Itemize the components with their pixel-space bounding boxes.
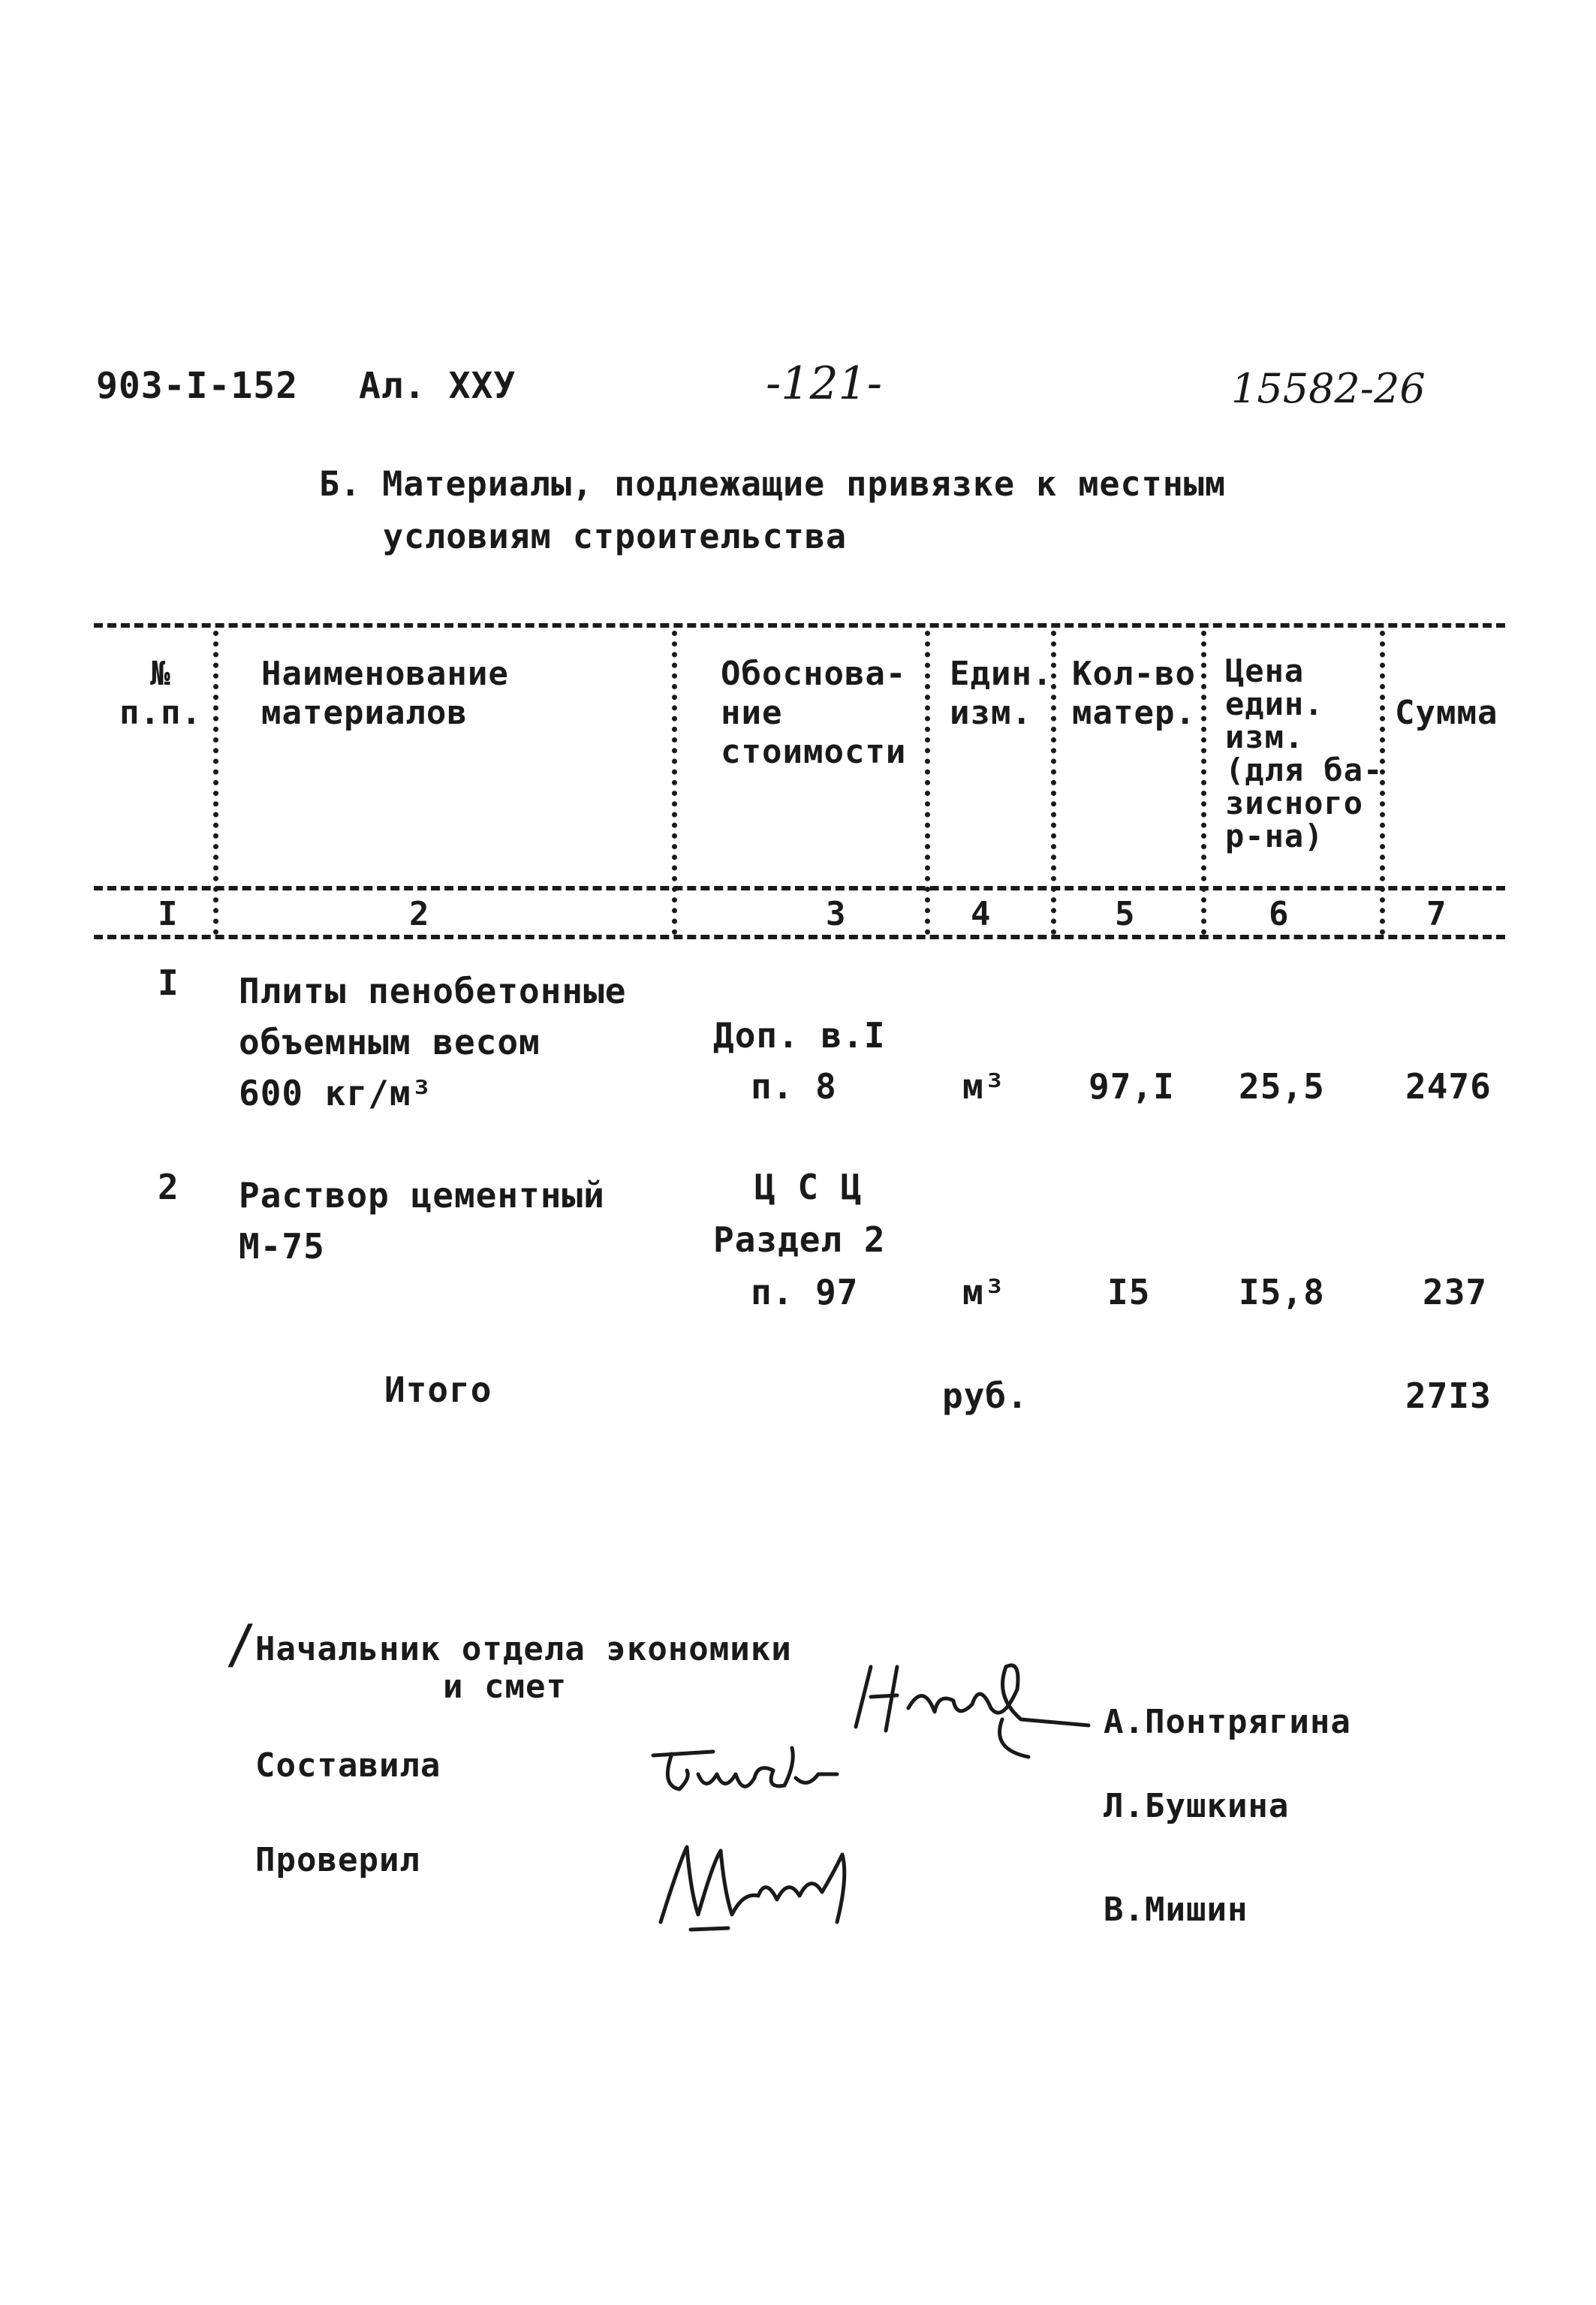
row2-number: 2 (158, 1167, 179, 1207)
row1-name: Плиты пенобетонные объемным весом 600 кг/м³ (239, 971, 627, 1113)
checked-name: В.Мишин (1104, 1891, 1248, 1929)
head-title-slash: / (225, 1614, 258, 1675)
col-number-3: 3 (826, 895, 847, 933)
section-title-line1: Б. Материалы, подлежащие привязке к местным (319, 464, 1226, 504)
col-sep-2 (672, 631, 677, 935)
total-unit: руб. (942, 1375, 1028, 1416)
head-name: А.Понтрягина (1104, 1703, 1351, 1741)
row2-basis-line3: п. 97 (751, 1272, 859, 1312)
col-number-6: 6 (1269, 895, 1290, 933)
col-sep-3 (925, 631, 930, 935)
row1-unit: м³ (962, 1066, 1006, 1107)
row1-quantity: 97,I (1089, 1066, 1175, 1107)
section-title-line2: условиям строительства (383, 517, 848, 556)
row2-basis-line2: Раздел 2 (713, 1219, 886, 1260)
row2-quantity: I5 (1107, 1272, 1151, 1312)
table-top-rule (94, 623, 1505, 628)
table-number-rule (94, 935, 1505, 939)
col-header-1: № п.п. (119, 655, 202, 732)
document-number: 15582-26 (1231, 365, 1426, 412)
col-header-5: Кол-во матер. (1072, 655, 1196, 732)
project-code: 903-I-152 (96, 365, 299, 407)
compiled-label: Составила (255, 1746, 441, 1785)
row1-number: I (158, 963, 179, 1003)
col-header-4: Един. изм. (950, 655, 1053, 732)
row2-sum: 237 (1423, 1272, 1488, 1312)
row2-name: Раствор цементный М-75 (239, 1175, 605, 1267)
head-signature (841, 1637, 1096, 1764)
col-sep-1 (213, 631, 218, 935)
table-header-rule (94, 886, 1505, 890)
col-number-1: I (158, 895, 179, 933)
col-header-7: Сумма (1395, 694, 1498, 732)
compiled-signature (646, 1733, 871, 1823)
col-sep-5 (1201, 631, 1206, 935)
checked-label: Проверил (255, 1841, 420, 1879)
row2-unit: м³ (962, 1272, 1006, 1312)
col-number-5: 5 (1115, 895, 1136, 933)
checked-signature (646, 1832, 871, 1937)
row1-sum: 2476 (1405, 1066, 1492, 1107)
col-number-2: 2 (409, 895, 430, 933)
col-header-6: Цена един. изм. (для ба- зисного р-на) (1225, 652, 1384, 854)
row1-basis-line1: Доп. в.I (713, 1015, 886, 1056)
col-number-4: 4 (971, 895, 992, 933)
col-header-2: Наименование материалов (261, 655, 509, 732)
compiled-name: Л.Бушкина (1104, 1787, 1290, 1825)
album-number: Ал. XXУ (359, 365, 516, 407)
row1-price: 25,5 (1239, 1066, 1325, 1107)
page-number: -121- (766, 357, 883, 410)
row2-basis-line1: Ц С Ц (754, 1167, 863, 1207)
row2-price: I5,8 (1239, 1272, 1325, 1312)
col-number-7: 7 (1426, 895, 1447, 933)
row1-basis-line2: п. 8 (751, 1066, 837, 1107)
total-label: Итого (384, 1369, 492, 1410)
total-sum: 27I3 (1405, 1375, 1492, 1416)
head-title: Начальник отдела экономики и смет (255, 1630, 792, 1706)
col-header-3: Обоснова- ние стоимости (721, 655, 907, 771)
